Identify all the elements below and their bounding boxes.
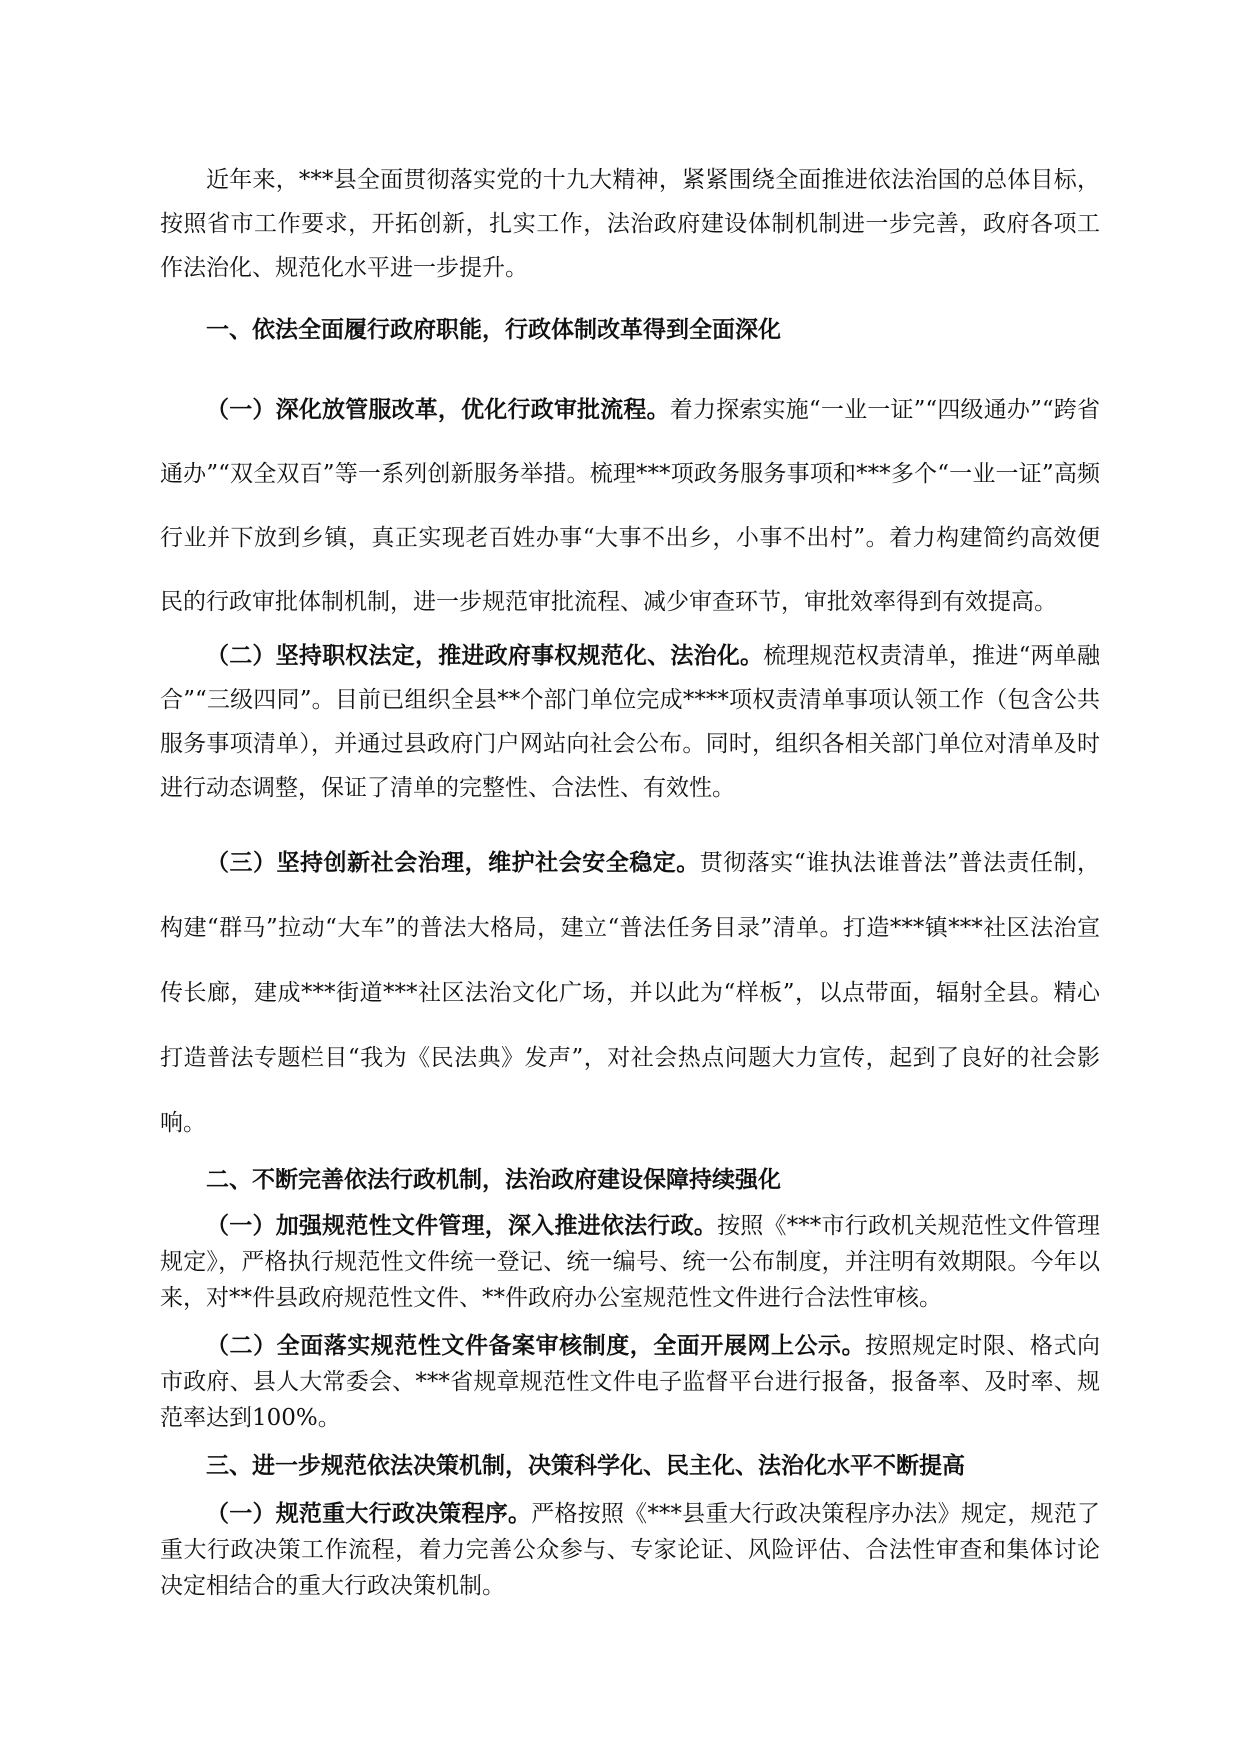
section-2-heading: 二、不断完善依法行政机制，法治政府建设保障持续强化 [206, 1167, 781, 1193]
section-3-item-1-body: 严格按照《***县重大行政决策程序办法》规定，规范了重大行政决策工作流程，着力完善公众参与、专家论证、风险评估、合法性审查和集体讨论决定相结合的重大行政决策机制。 [160, 1501, 1101, 1599]
section-2-item-2-body: 按照规定时限、格式向市政府、县人大常委会、***省规章规范性文件电子监督平台进行报备，报备率、及时率、规范率达到100%。 [160, 1333, 1101, 1431]
section-1-item-1-title: （一）深化放管服改革，优化行政审批流程。 [206, 396, 670, 423]
section-2-item-1 [160, 1208, 1100, 1316]
section-1-item-2-body: 梳理规范权责清单，推进“两单融合”“三级四同”。目前已组织全县**个部门单位完成****项权责清单事项认领工作（包含公共服务事项清单），并通过县政府门户网站向社会公布。同时，组织各相关部门单位对清单及时进行动态调整，保证了清单的完整性、合法性、有效性。 [160, 643, 1100, 801]
section-1-item-3 [160, 830, 1100, 1156]
section-1-item-3-body: 贯彻落实“谁执法谁普法”普法责任制，构建“群马”拉动“大车”的普法大格局，建立“普法任务目录”清单。打造***镇***社区法治宣传长廊，建成***街道***社区法治文化广场，并以此为“样板”，以点带面，辐射全县。精心打造普法专题栏目“我为《民法典》发声”，对社会热点问题大力宣传，起到了良好的社会影响。 [160, 850, 1100, 1136]
section-1-item-1 [160, 378, 1100, 634]
section-1-item-3-title: （三）坚持创新社会治理，维护社会安全稳定。 [206, 849, 700, 876]
section-1-item-2 [160, 634, 1100, 810]
section-1-item-1-body: 着力探索实施“一业一证”“四级通办”“跨省通办”“双全双百”等一系列创新服务举措。梳理***项政务服务事项和***多个“一业一证”高频行业并下放到乡镇，真正实现老百姓办事“大事不出乡，小事不出村”。着力构建简约高效便民的行政审批体制机制，进一步规范审批流程、减少审查环节，审批效率得到有效提高。 [160, 397, 1101, 615]
section-2-item-1-title: （一）加强规范性文件管理，深入推进依法行政。 [206, 1212, 718, 1239]
section-2-item-1-body: 按照《***市行政机关规范性文件管理规定》，严格执行规范性文件统一登记、统一编号、统一公布制度，并注明有效期限。今年以来，对**件县政府规范性文件、**件政府办公室规范性文件进行合法性审核。 [160, 1213, 1101, 1311]
section-1-item-2-title: （二）坚持职权法定，推进政府事权规范化、法治化。 [206, 642, 764, 669]
section-3-heading: 三、进一步规范依法决策机制，决策科学化、民主化、法治化水平不断提高 [206, 1453, 965, 1479]
intro-paragraph: 近年来，***县全面贯彻落实党的十九大精神，紧紧围绕全面推进依法治国的总体目标，按照省市工作要求，开拓创新，扎实工作，法治政府建设体制机制进一步完善，政府各项工作法治化、规范化水平进一步提升。 [160, 167, 1100, 281]
section-3-item-1-title: （一）规范重大行政决策程序。 [206, 1500, 532, 1527]
section-2-item-2-title: （二）全面落实规范性文件备案审核制度，全面开展网上公示。 [206, 1332, 866, 1359]
section-3-item-1 [160, 1496, 1100, 1604]
section-1-heading: 一、依法全面履行政府职能，行政体制改革得到全面深化 [206, 317, 781, 343]
document-page [160, 158, 1100, 1604]
section-2-item-2 [160, 1328, 1100, 1436]
